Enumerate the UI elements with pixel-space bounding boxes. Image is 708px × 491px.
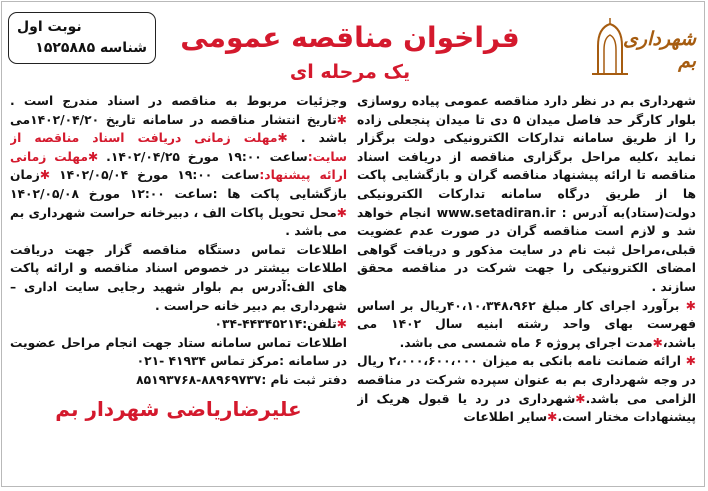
signature: علیرضاریاضی شهردار بم [55,396,302,421]
municipality-logo [584,16,696,80]
opening-time: زمان بازگشایی پاکت ها :ساعت ۱۲:۰۰ مورخ ۱۴۰۲/۰۵/۰۸ [10,168,348,201]
publication-turn: نوبت اول [17,19,82,35]
bid-deadline-label: مهلت زمانی ارائه پیشنهاد: [10,149,348,183]
bullet: ✱ [685,354,696,369]
rights-reserved: شهرداری در رد یا قبول هریک از پیشنهادات مختار است. [357,391,696,425]
bullet: ✱ [336,317,348,332]
notice-body [10,92,696,482]
municipality-logo-text: شهرداری بم [623,28,696,72]
notice-header [2,2,704,92]
doc-deadline: ساعت ۱۹:۰۰ مورخ ۱۴۰۲/۰۴/۲۵. [106,149,308,164]
bullet: ✱ [39,168,51,183]
bullet: ✱ [685,298,696,313]
notice-title: فراخوان مناقصه عمومی [180,21,520,54]
tender-notice [1,1,705,487]
doc-deadline-label: مهلت زمانی دریافت اسناد مناقصه از سایت: [10,131,348,164]
bullet: ✱ [336,112,348,127]
phone: تلفن:۴۴۳۴۵۲۱۴-۰۳۴ [214,317,337,332]
other-info: سایر اطلاعات [463,410,548,425]
guarantee: ارائه ضمانت نامه بانکی به میزان ۲،۰۰۰،۶۰۰،۰۰۰ ریال در وجه شهرداری بم به عنوان سپرده شرکت در مناقصه الزامی می باشد. [357,354,696,406]
contact-info: اطلاعات تماس دستگاه مناقصه گزار جهت دریافت اطلاعات بیشتر در خصوص اسناد مناقصه و ارائه پاکت های الف:آدرس بم بلوار شهید رجایی سایت اداری – شهرداری بم دبیر خانه حراست . [10,242,348,313]
intro-paragraph: شهرداری بم در نظر دارد مناقصه عمومی پیاده روسازی بلوار کارگر حد فاصل میدان ۵ دی تا میدان پنجعلی زاده را از طریق سامانه تدارکات الکترونیکی دولت برگزار نماید ،کلیه مراحل برگزاری مناقصه از دریافت اسناد مناقصه تا ارائه پیشنهاد مناقصه گران و بازگشایی پاکت ها از طریق درگاه سامانه تدارکات الکترونیکی دولت(ستاد)به آدرس : www.setadiran.ir انجام خواهد شد و لازم است مناقصه گران در صورت عدم عضویت قبلی،مراحل ثبت نام در سایت مذکور و دریافت گواهی امضای الکترونیکی را جهت شرکت در مناقصه محقق سازند . [357,94,696,294]
delivery-place: محل تحویل پاکات الف ، دبیرخانه حراست شهرداری بم می باشد . [10,205,348,239]
bullet: ✱ [336,205,348,220]
registration-office: دفتر ثبت نام :۸۸۹۶۹۷۳۷-۸۵۱۹۳۷۶۸ [136,372,348,387]
estimate: برآورد اجرای کار مبلغ ۴۰،۱۰،۳۴۸،۹۶۲ریال بر اساس فهرست بهای واحد رشته ابنیه سال ۱۴۰۲ می باشد، [357,298,696,350]
left-column [10,92,347,482]
setad-contact: اطلاعات تماس سامانه ستاد جهت انجام مراحل عضویت در سامانه :مرکز تماس ۴۱۹۳۴ -۰۲۱ [10,335,348,369]
publication-badge [8,12,156,64]
right-column [357,92,696,482]
bullet: ✱ [277,131,288,146]
bullet: ✱ [87,149,99,164]
details-line: وجزئیات مربوط به مناقصه در اسناد مندرج است . [10,94,348,108]
bullet: ✱ [575,391,586,406]
notice-subtitle: یک مرحله ای [289,61,411,83]
publish-date: تاریخ انتشار مناقصه در سامانه تاریخ ۱۴۰۲/۰۴/۲۰می باشد . [10,112,348,146]
notice-id: شناسه ۱۵۲۵۸۸۵ [35,40,147,56]
bullet: ✱ [652,335,663,350]
bid-deadline: ساعت ۱۹:۰۰ مورخ ۱۴۰۲/۰۵/۰۴ [59,168,260,183]
duration: مدت اجرای پروژه ۶ ماه شمسی می باشد. [399,335,653,350]
bullet: ✱ [547,410,558,425]
